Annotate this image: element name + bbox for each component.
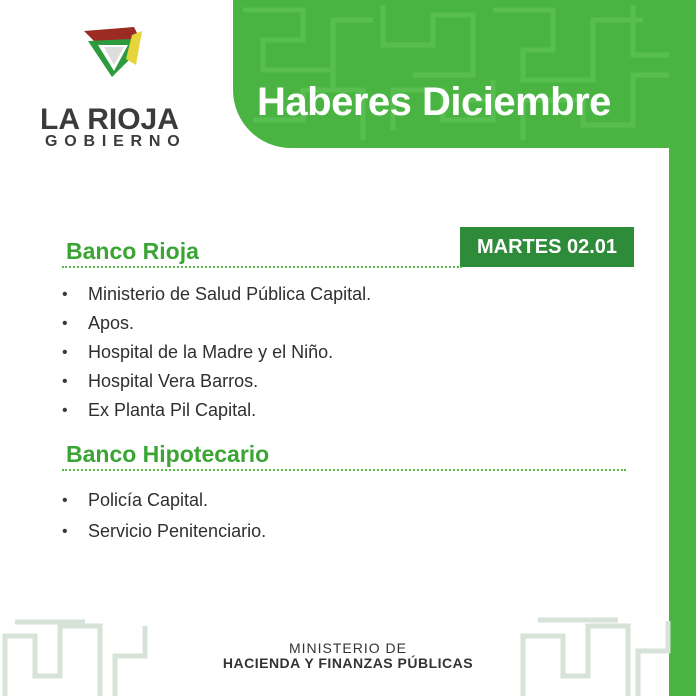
list-item (62, 400, 256, 421)
list-item-label: Apos. (88, 313, 135, 333)
bullet-icon: • (62, 372, 68, 390)
logo-subtitle: GOBIERNO (45, 133, 187, 150)
list-item-label: Hospital Vera Barros. (88, 371, 259, 391)
list-item (62, 342, 333, 363)
list-item (62, 371, 258, 392)
bullet-icon: • (62, 343, 68, 361)
section-title-banco-rioja: Banco Rioja (66, 238, 199, 264)
list-item-label: Ex Planta Pil Capital. (88, 400, 257, 420)
bullet-icon: • (62, 491, 68, 509)
list-item (62, 490, 208, 511)
banner-pattern (233, 0, 696, 148)
bullet-icon: • (62, 285, 68, 303)
list-item (62, 284, 371, 305)
list-item-label: Hospital de la Madre y el Niño. (88, 342, 334, 362)
la-rioja-logo (40, 25, 200, 150)
list-item (62, 521, 266, 542)
section-title-banco-hipotecario: Banco Hipotecario (66, 441, 270, 467)
bullet-icon: • (62, 401, 68, 419)
list-item-label: Ministerio de Salud Pública Capital. (88, 284, 372, 304)
page-title: Haberes Diciembre (257, 80, 611, 124)
header-banner (233, 0, 696, 148)
bullet-icon: • (62, 522, 68, 540)
section-divider (62, 266, 462, 268)
list-item-label: Servicio Penitenciario. (88, 521, 267, 541)
footer-ministry: MINISTERIO DE (288, 640, 407, 656)
date-badge: MARTES 02.01 (460, 227, 634, 267)
list-item-label: Policía Capital. (88, 490, 209, 510)
logo-mark-icon (82, 25, 144, 95)
footer-ministry-name: HACIENDA Y FINANZAS PÚBLICAS (222, 655, 474, 671)
list-item (62, 313, 134, 334)
section-divider (62, 469, 626, 471)
logo-name: LA RIOJA (40, 103, 179, 136)
bullet-icon: • (62, 314, 68, 332)
right-edge-stripe (669, 0, 696, 696)
